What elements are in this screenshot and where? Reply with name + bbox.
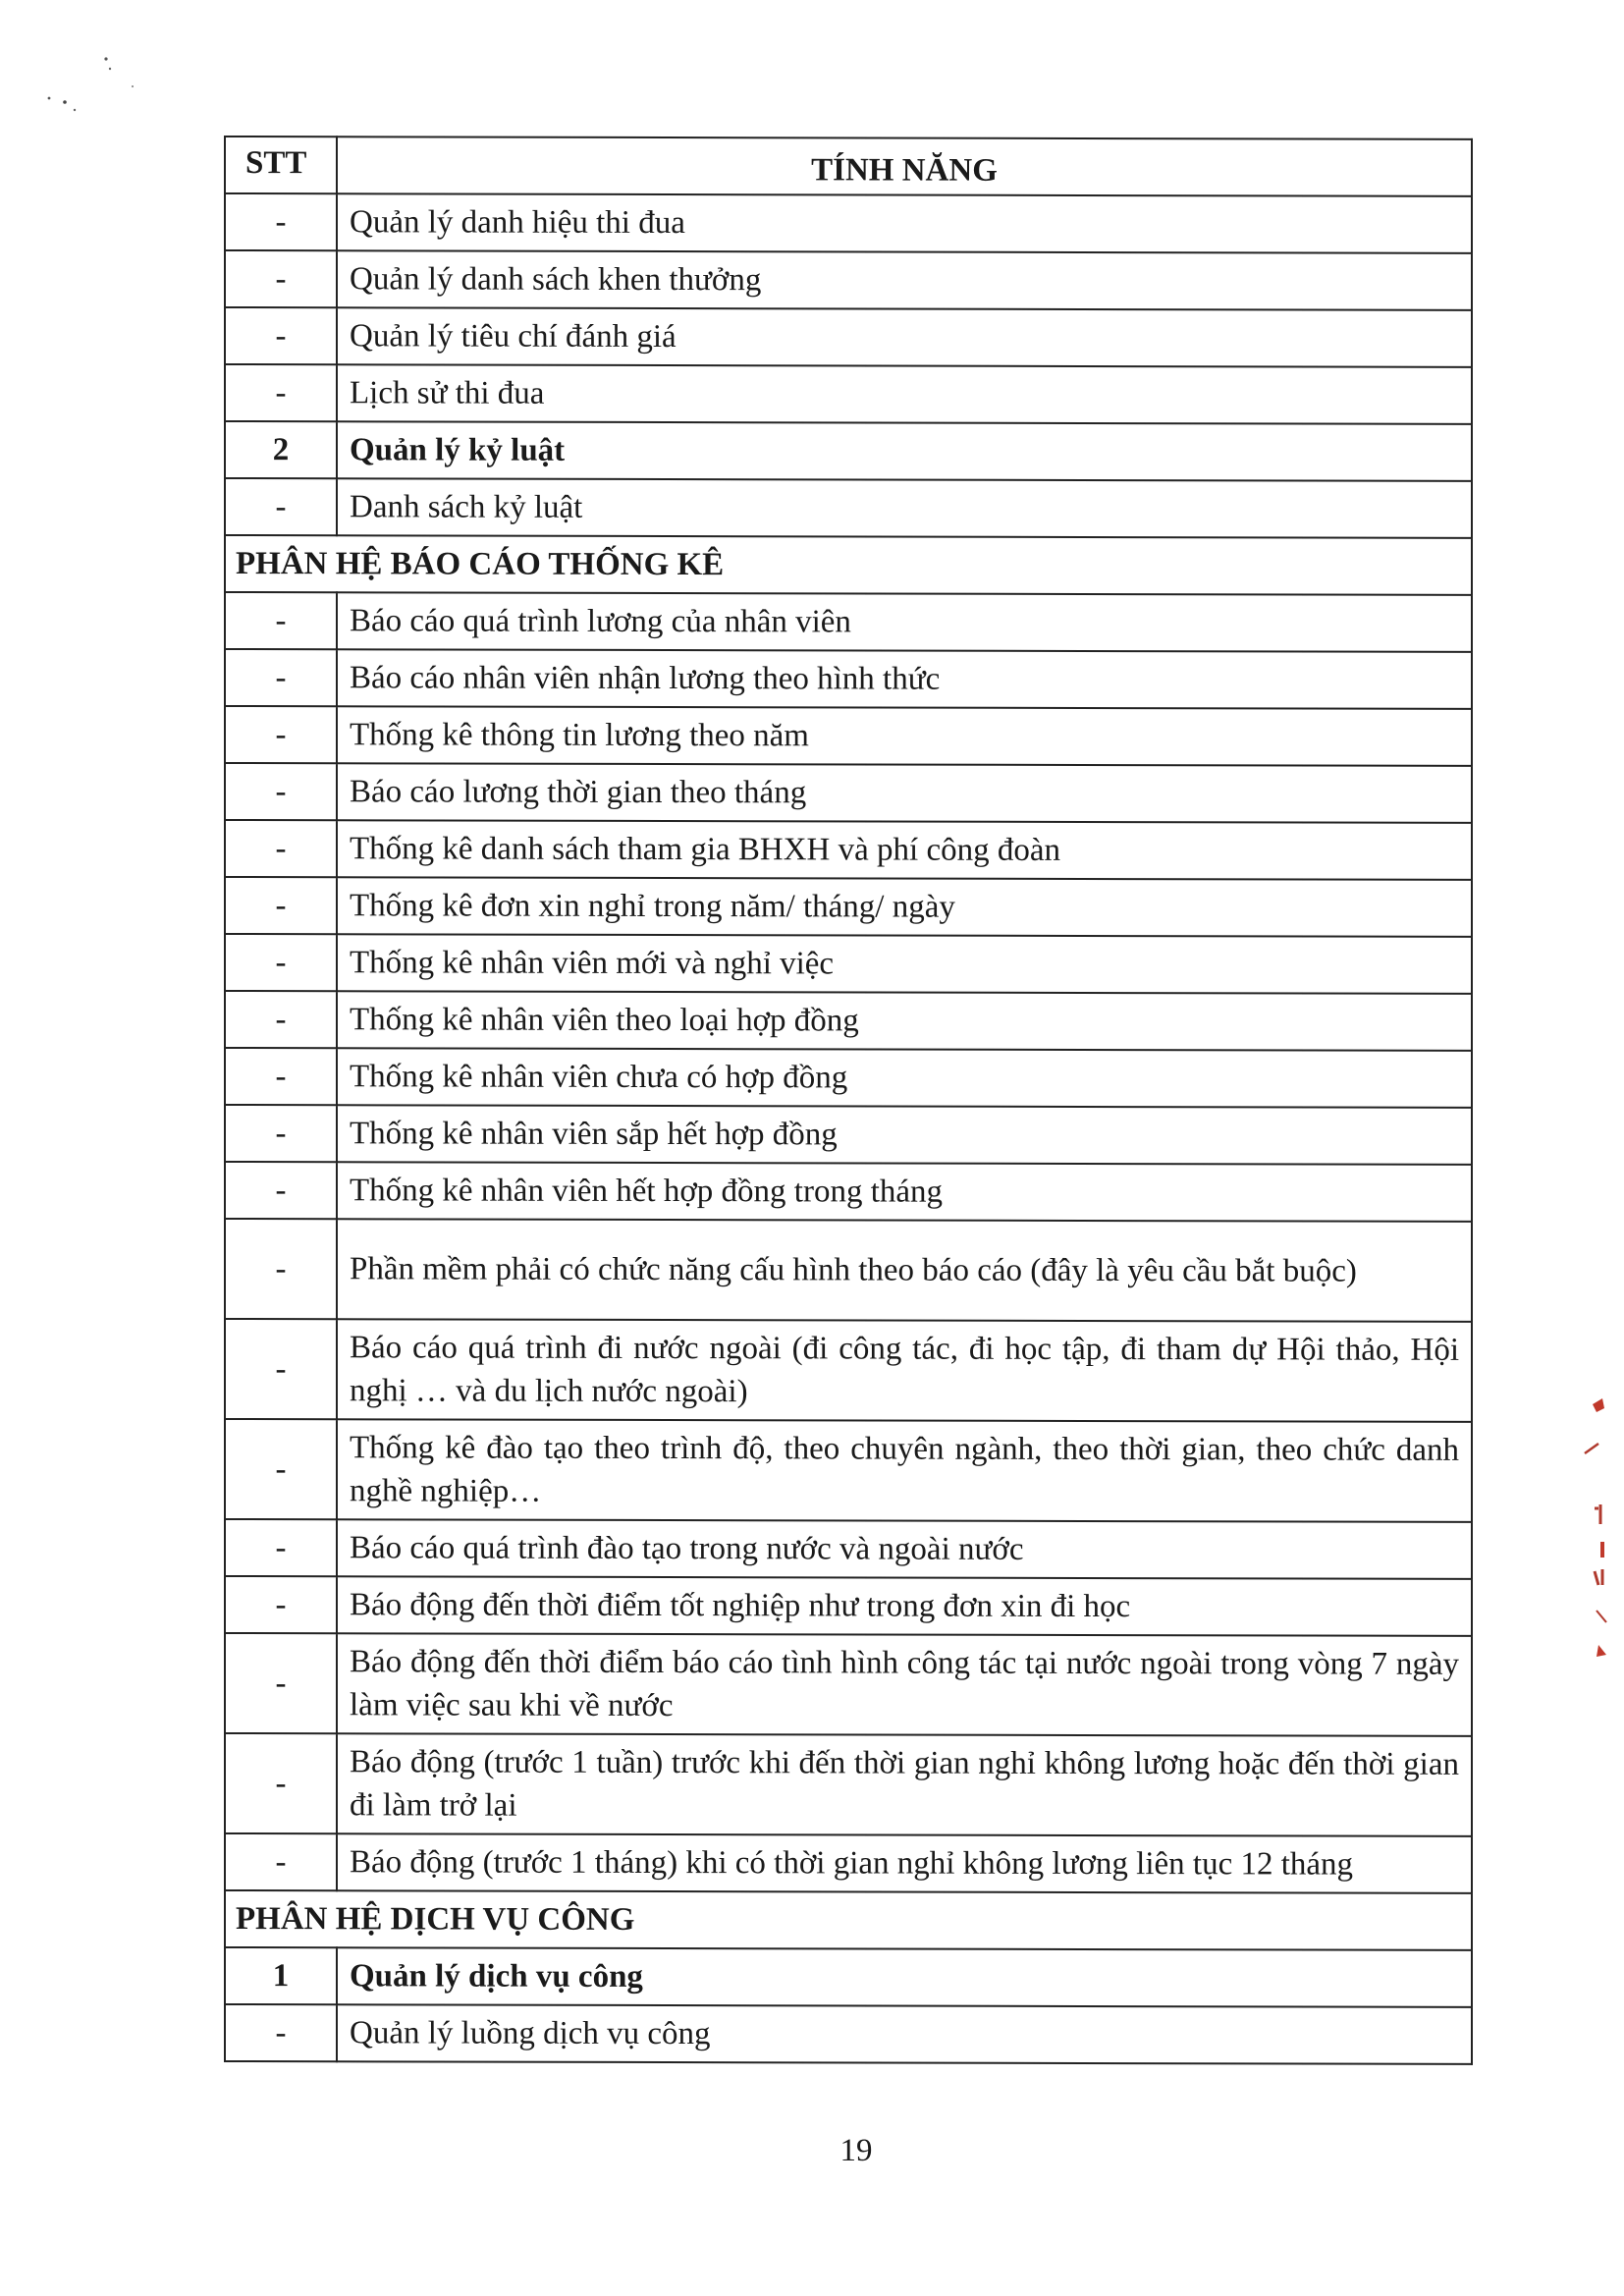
stt-cell: - (225, 1633, 337, 1733)
feature-cell: Thống kê nhân viên sắp hết hợp đồng (337, 1105, 1472, 1165)
stt-cell: 2 (225, 421, 337, 478)
section-row (225, 535, 1472, 595)
feature-cell: Thống kê nhân viên theo loại hợp đồng (337, 991, 1472, 1051)
feature-cell: Báo cáo quá trình đào tạo trong nước và ngoài nước (337, 1519, 1472, 1579)
stt-cell: - (225, 307, 337, 364)
stt-cell: - (225, 250, 337, 307)
stt-cell: - (225, 1105, 337, 1162)
feature-cell: Quản lý dịch vụ công (337, 1947, 1472, 2007)
edge-stamp-marks (1575, 1394, 1614, 1679)
feature-cell: Báo động đến thời điểm tốt nghiệp như trong đơn xin đi học (337, 1576, 1472, 1636)
stt-cell: - (225, 763, 337, 820)
table-row (225, 1105, 1472, 1165)
stt-cell: - (225, 592, 337, 649)
table-body (225, 193, 1472, 2064)
section-title: PHÂN HỆ DỊCH VỤ CÔNG (225, 1890, 1472, 1950)
feature-cell: Thống kê danh sách tham gia BHXH và phí công đoàn (337, 820, 1472, 880)
feature-cell: Quản lý danh hiệu thi đua (337, 193, 1472, 253)
stt-cell: 1 (225, 1947, 337, 2004)
group-row (225, 1947, 1472, 2007)
scan-specks-decoration (39, 49, 147, 128)
table-row (225, 706, 1472, 766)
table-row (225, 820, 1472, 880)
stt-cell: - (225, 478, 337, 535)
feature-table-container (224, 136, 1471, 2065)
table-row (225, 592, 1472, 652)
feature-cell: Thống kê nhân viên hết hợp đồng trong tháng (337, 1162, 1472, 1222)
table-row (225, 877, 1472, 937)
stt-cell: - (225, 1319, 337, 1419)
stt-cell: - (225, 1162, 337, 1219)
table-row (225, 2004, 1472, 2064)
table-row (225, 1633, 1472, 1736)
feature-cell: Quản lý kỷ luật (337, 421, 1472, 481)
table-row (225, 1419, 1472, 1522)
table-row (225, 1048, 1472, 1108)
table-row (225, 1576, 1472, 1636)
feature-cell: Báo động (trước 1 tuần) trước khi đến thời gian nghỉ không lương hoặc đến thời gian đi làm trở lại (337, 1733, 1472, 1836)
table-row (225, 250, 1472, 310)
stt-cell: - (225, 1419, 337, 1519)
stt-cell: - (225, 1519, 337, 1576)
feature-cell: Quản lý tiêu chí đánh giá (337, 307, 1472, 367)
feature-cell: Báo cáo quá trình lương của nhân viên (337, 592, 1472, 652)
table-row (225, 1319, 1472, 1422)
table-row (225, 1519, 1472, 1579)
stt-cell: - (225, 364, 337, 421)
feature-cell: Báo cáo nhân viên nhận lương theo hình thức (337, 649, 1472, 709)
table-row (225, 193, 1472, 253)
table-row (225, 1833, 1472, 1893)
table-row (225, 991, 1472, 1051)
stt-cell: - (225, 934, 337, 991)
table-row (225, 934, 1472, 994)
stt-cell: - (225, 649, 337, 706)
stt-cell: - (225, 877, 337, 934)
page-number: 19 (839, 2133, 873, 2168)
stt-cell: - (225, 1048, 337, 1105)
feature-cell: Phần mềm phải có chức năng cấu hình theo báo cáo (đây là yêu cầu bắt buộc) (337, 1219, 1472, 1322)
section-title: PHÂN HỆ BÁO CÁO THỐNG KÊ (225, 535, 1472, 595)
table-header-row (225, 137, 1472, 196)
stt-cell: - (225, 1219, 337, 1319)
feature-cell: Lịch sử thi đua (337, 364, 1472, 424)
feature-table (224, 136, 1473, 2065)
feature-cell: Quản lý luồng dịch vụ công (337, 2004, 1472, 2064)
feature-cell: Thống kê đơn xin nghỉ trong năm/ tháng/ ngày (337, 877, 1472, 937)
feature-cell: Báo cáo quá trình đi nước ngoài (đi công tác, đi học tập, đi tham dự Hội thảo, Hội nghị … và du lịch nước ngoài) (337, 1319, 1472, 1422)
stt-cell: - (225, 991, 337, 1048)
stt-cell: - (225, 1833, 337, 1890)
feature-cell: Thống kê đào tạo theo trình độ, theo chuyên ngành, theo thời gian, theo chức danh nghề nghiệp… (337, 1419, 1472, 1522)
group-row (225, 421, 1472, 481)
stt-cell: - (225, 1733, 337, 1833)
stt-cell: - (225, 193, 337, 250)
table-row (225, 763, 1472, 823)
feature-cell: Danh sách kỷ luật (337, 478, 1472, 538)
feature-cell: Thống kê nhân viên chưa có hợp đồng (337, 1048, 1472, 1108)
feature-column-header: TÍNH NĂNG (337, 137, 1472, 196)
table-row (225, 478, 1472, 538)
feature-cell: Báo cáo lương thời gian theo tháng (337, 763, 1472, 823)
feature-cell: Thống kê thông tin lương theo năm (337, 706, 1472, 766)
stt-cell: - (225, 1576, 337, 1633)
feature-cell: Thống kê nhân viên mới và nghỉ việc (337, 934, 1472, 994)
table-row (225, 1162, 1472, 1222)
table-row (225, 307, 1472, 367)
table-row (225, 649, 1472, 709)
table-row (225, 1219, 1472, 1322)
feature-cell: Báo động (trước 1 tháng) khi có thời gian nghỉ không lương liên tục 12 tháng (337, 1833, 1472, 1893)
stt-cell: - (225, 820, 337, 877)
feature-cell: Báo động đến thời điểm báo cáo tình hình công tác tại nước ngoài trong vòng 7 ngày làm việc sau khi về nước (337, 1633, 1472, 1736)
stt-cell: - (225, 706, 337, 763)
table-row (225, 1733, 1472, 1836)
stt-column-header: STT (225, 137, 337, 193)
stt-cell: - (225, 2004, 337, 2061)
section-row (225, 1890, 1472, 1950)
feature-cell: Quản lý danh sách khen thưởng (337, 250, 1472, 310)
table-row (225, 364, 1472, 424)
